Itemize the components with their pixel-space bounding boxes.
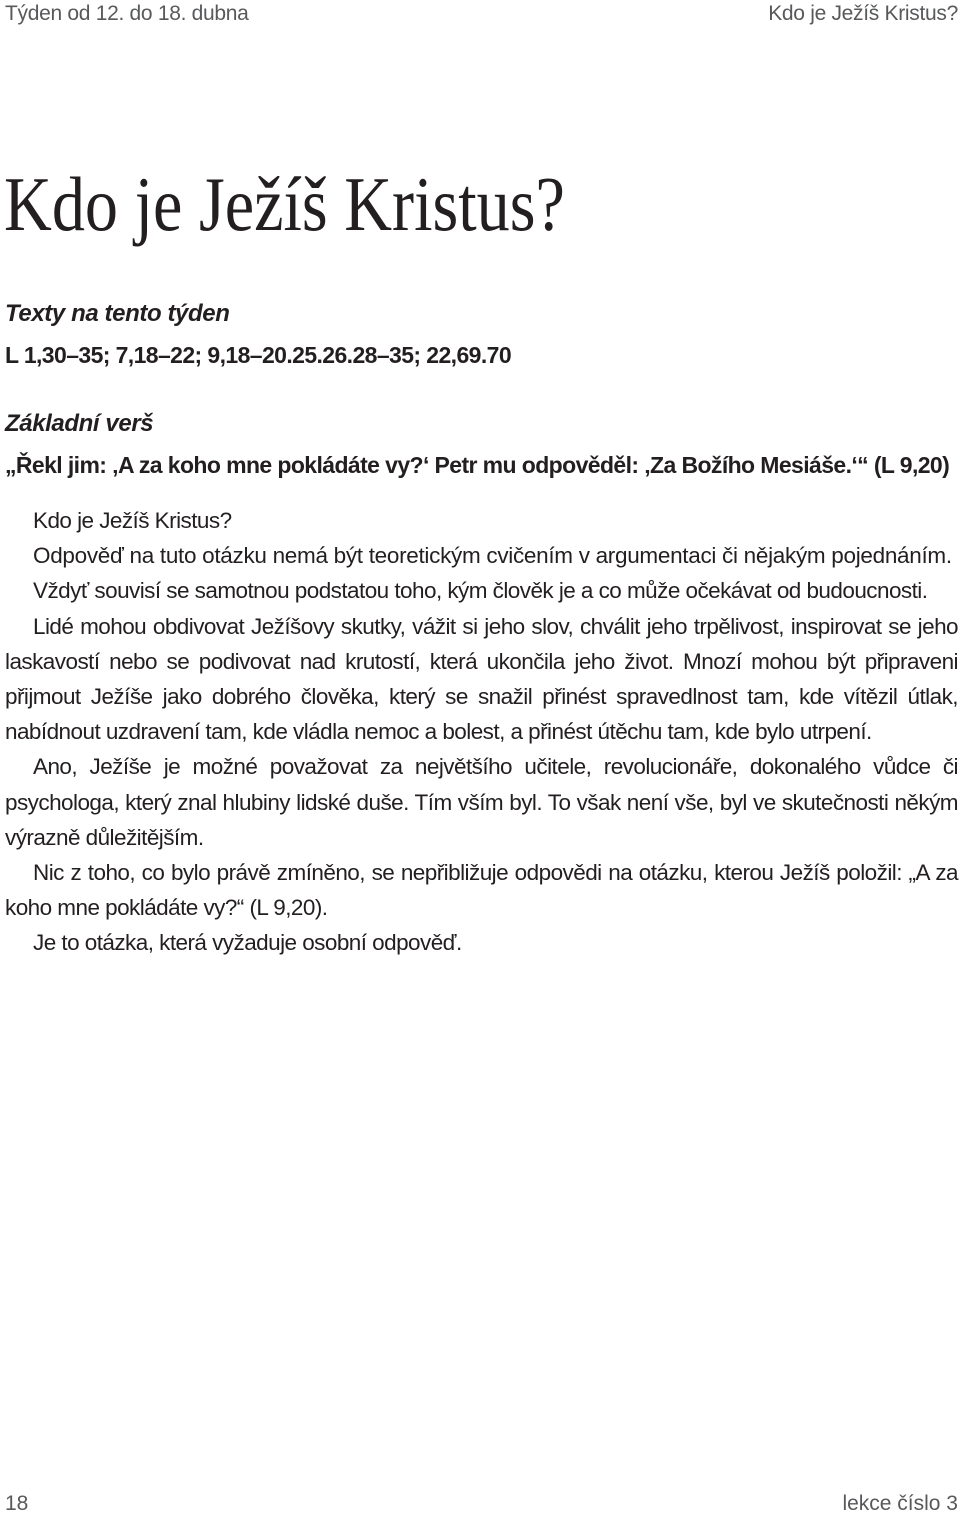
- page-title: Kdo je Ježíš Kristus?: [4, 161, 565, 247]
- page-number: 18: [5, 1492, 29, 1515]
- paragraph: Je to otázka, která vyžaduje osobní odpověď.: [33, 930, 462, 956]
- texts-label: Texty na tento týden: [5, 300, 230, 327]
- header-week-range: Týden od 12. do 18. dubna: [5, 2, 249, 25]
- running-footer: [5, 1492, 958, 1516]
- texts-references: L 1,30–35; 7,18–22; 9,18–20.25.26.28–35; 22,69.70: [5, 342, 512, 368]
- paragraph: Nic z toho, co bylo právě zmíněno, se nepřibližuje odpovědi na otázku, kterou Ježíš položil: „A za koho mne pokládáte vy?“ (L 9,20).: [5, 860, 958, 921]
- paragraph: Vždyť souvisí se samotnou podstatou toho, kým člověk je a co může očekávat od budoucnosti.: [33, 578, 928, 604]
- paragraph: Odpověď na tuto otázku nemá být teoretickým cvičením v argumentaci či nějakým pojednáním.: [33, 543, 952, 569]
- header-lesson-title: Kdo je Ježíš Kristus?: [768, 2, 958, 25]
- paragraph: Lidé mohou obdivovat Ježíšovy skutky, vážit si jeho slov, chválit jeho trpělivost, inspirovat se jeho laskavostí nebo se podivovat nad krutostí, která ukončila jeho život. Mnozí mohou být připraveni přijmout Ježíše jako dobrého člověka, který se snažil přinést spravedlnost tam, kde vítězil útlak, nabídnout uzdravení tam, kde vládla nemoc a bolest, a přinést útěchu tam, kde bylo utrpení.: [5, 613, 958, 745]
- running-header: [5, 2, 958, 26]
- paragraph: Ano, Ježíše je možné považovat za největšího učitele, revolucionáře, dokonalého vůdce či psychologa, který znal hlubiny lidské duše. Tím vším byl. To však není vše, byl ve skutečnosti někým výrazně důležitějším.: [5, 754, 958, 850]
- key-verse-label: Základní verš: [5, 410, 154, 437]
- key-verse-text: „Řekl jim: ‚A za koho mne pokládáte vy?‘ Petr mu odpověděl: ‚Za Božího Mesiáše.‘“ (L 9,20): [5, 452, 950, 478]
- lesson-body: [5, 503, 958, 961]
- lesson-number: lekce číslo 3: [842, 1492, 958, 1515]
- paragraph-question: Kdo je Ježíš Kristus?: [33, 508, 232, 533]
